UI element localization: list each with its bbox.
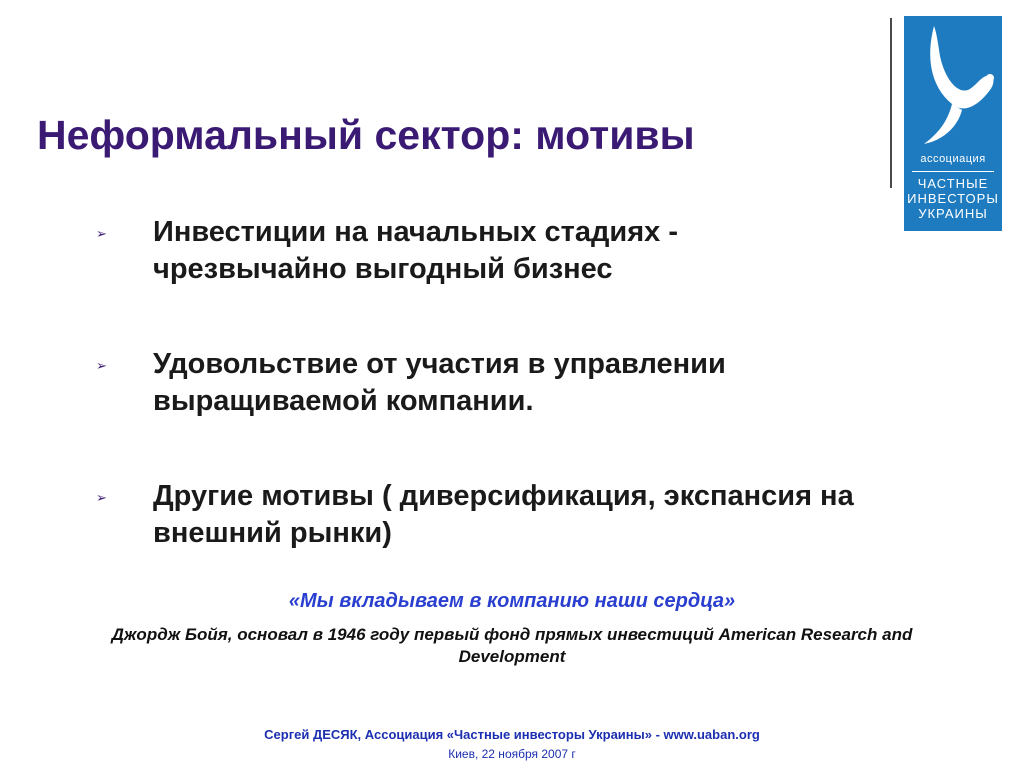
footer-author-line: Сергей ДЕСЯК, Ассоциация «Частные инвесторы Украины» - www.uaban.org [264,727,760,742]
logo-name [904,176,1002,221]
vertical-divider [890,18,892,188]
arrow-bullet-icon: ➢ [96,358,107,373]
logo-name-line: ИНВЕСТОРЫ [907,191,999,206]
quote: «Мы вкладываем в компанию наши сердца» [288,590,736,612]
arrow-bullet-icon: ➢ [96,226,107,241]
bullet-text: Другие мотивы ( диверсификация, экспансия на внешний рынки) [153,480,854,549]
quote-attribution: Джордж Бойя, основал в 1946 году первый фонд прямых инвестиций American Research and Development [111,625,913,666]
list-item [96,346,876,420]
logo-name-line: УКРАИНЫ [918,206,988,221]
association-logo [904,16,1002,231]
list-item [96,478,876,552]
bullet-list [96,214,876,610]
logo-association-label: ассоциация [920,153,986,165]
logo-rule [912,171,994,172]
logo-name-line: ЧАСТНЫЕ [917,176,989,191]
bird-logo-icon [904,16,1002,151]
bullet-text: Удовольствие от участия в управлении выращиваемой компании. [153,348,726,417]
arrow-bullet-icon: ➢ [96,490,107,505]
list-item [96,214,876,288]
slide-title: Неформальный сектор: мотивы [37,112,695,158]
footer-date-line: Киев, 22 ноября 2007 г [448,747,576,761]
bullet-text: Инвестиции на начальных стадиях - чрезвычайно выгодный бизнес [153,216,679,285]
